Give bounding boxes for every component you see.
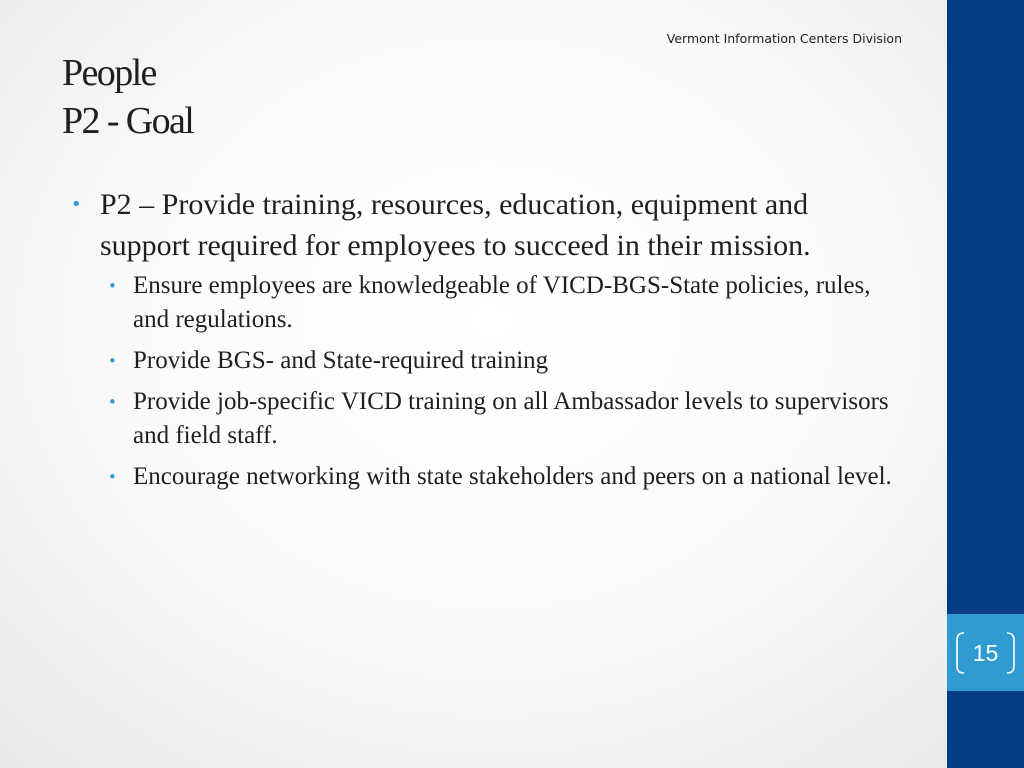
page-number-box — [947, 614, 1024, 691]
main-bullet-text: P2 – Provide training, resources, education, equipment and support required for employees to succeed in their mission. — [100, 188, 811, 262]
organization-header: Vermont Information Centers Division — [666, 31, 902, 46]
sub-bullet-text: Provide BGS- and State-required training — [133, 347, 549, 374]
sub-bullet-text: Ensure employees are knowledgeable of VICD-BGS-State policies, rules, and regulations. — [133, 272, 871, 333]
bullet-dot-icon: • — [71, 194, 82, 215]
bullet-dot-icon: • — [108, 277, 117, 295]
sub-bullet-text: Provide job-specific VICD training on all Ambassador levels to supervisors and field staff. — [133, 388, 889, 449]
sub-bullet-list — [70, 269, 900, 494]
sub-bullet-item — [100, 385, 900, 453]
bullet-dot-icon: • — [108, 468, 117, 486]
title-line-2: P2 - Goal — [62, 100, 194, 142]
slide-title — [62, 49, 193, 145]
bullet-dot-icon: • — [108, 393, 117, 411]
title-line-1: People — [62, 52, 156, 94]
slide-content — [70, 184, 900, 501]
page-number-frame — [956, 632, 1015, 674]
sub-bullet-text: Encourage networking with state stakeholders and peers on a national level. — [133, 463, 892, 490]
main-bullet-item — [70, 184, 900, 266]
page-number: 15 — [972, 640, 999, 666]
sub-bullet-item — [100, 460, 900, 494]
sub-bullet-item — [100, 344, 900, 378]
bullet-dot-icon: • — [108, 352, 117, 370]
sub-bullet-item — [100, 269, 900, 337]
